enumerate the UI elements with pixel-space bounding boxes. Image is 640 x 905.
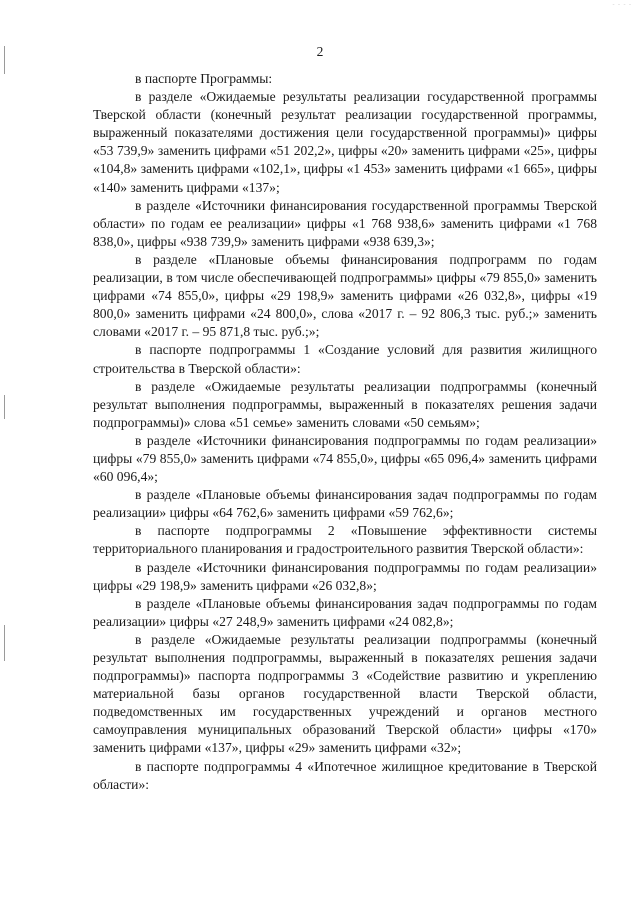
paragraph-subprogram-2-passport: в паспорте подпрограммы 2 «Повышение эффективности системы территориального планирования и градостроительного развития Тверской области»: [93,523,597,557]
paragraph-subprogram-1-results: в разделе «Ожидаемые результаты реализации подпрограммы (конечный результат выполнения подпрограммы, выраженный в показателях решения задачи подпрограммы)» слова «51 семье» заменить словами «50 семьям»; [93,378,597,430]
paragraph-subprogram-2-tasks: в разделе «Плановые объемы финансирования задач подпрограммы по годам реализации» цифры «27 248,9» заменить цифрами «24 082,8»; [93,595,597,629]
paragraph-subprogram-1-funding: в разделе «Источники финансирования подпрограммы по годам реализации» цифры «79 855,0» заменить цифрами «74 855,0», цифры «65 096,4» заменить цифрами «60 096,4»; [93,432,597,485]
paragraph-planned-volumes: в разделе «Плановые объемы финансирования подпрограмм по годам реализации, в том числе обеспечивающей подпрограммы» цифры «79 855,0» заменить цифрами «74 855,0», цифры «29 198,9» заменить цифрами «26 032,8», цифры «19 800,0» заменить цифрами «24 800,0», слова «2017 г. – 92 806,3 тыс. руб.;» заменить словами «2017 г. – 95 871,8 тыс. руб.;»; [93,251,597,340]
paragraph-funding-sources: в разделе «Источники финансирования государственной программы Тверской области» по годам ее реализации» цифры «1 768 938,6» заменить цифрами «1 768 838,0», цифры «938 739,9» заменить цифрами «938 639,3»; [93,197,597,249]
scan-corner-mark: - - - - [612,2,632,8]
paragraph-subprogram-1-passport: в паспорте подпрограммы 1 «Создание условий для развития жилищного строительства в Тверской области»: [93,342,597,376]
scan-margin-mark [4,625,5,661]
paragraph-program-passport: в паспорте Программы: [135,71,273,86]
page-number: 2 [316,44,324,59]
paragraph-subprogram-2-funding: в разделе «Источники финансирования подпрограммы по годам реализации» цифры «29 198,9» заменить цифрами «26 032,8»; [93,559,597,593]
paragraph-subprogram-3-results: в разделе «Ожидаемые результаты реализации подпрограммы (конечный результат выполнения подпрограммы, выраженный в показателях решения задачи подпрограммы)» паспорта подпрограммы 3 «Содействие развитию и укреплению материальной базы органов государственной власти Тверской области, подведомственных им государственных учреждений и органов местного самоуправления муниципальных образований Тверской области» цифры «170» заменить цифрами «137», цифры «29» заменить цифрами «32»; [93,631,597,756]
scan-margin-mark [4,395,5,419]
document-body [93,70,597,794]
paragraph-subprogram-4-passport: в паспорте подпрограммы 4 «Ипотечное жилищное кредитование в Тверской области»: [93,758,597,792]
paragraph-subprogram-1-tasks: в разделе «Плановые объемы финансирования задач подпрограммы по годам реализации» цифры «64 762,6» заменить цифрами «59 762,6»; [93,487,597,521]
paragraph-expected-results: в разделе «Ожидаемые результаты реализации государственной программы Тверской области (конечный результат реализации государственной программы, выраженный показателями достижения цели государственной программы)» цифры «53 739,9» заменить цифрами «51 202,2», цифры «20» заменить цифрами «25», цифры «104,8» заменить цифрами «102,1», цифры «1 453» заменить цифрами «1 665», цифры «140» заменить цифрами «137»; [93,89,597,195]
